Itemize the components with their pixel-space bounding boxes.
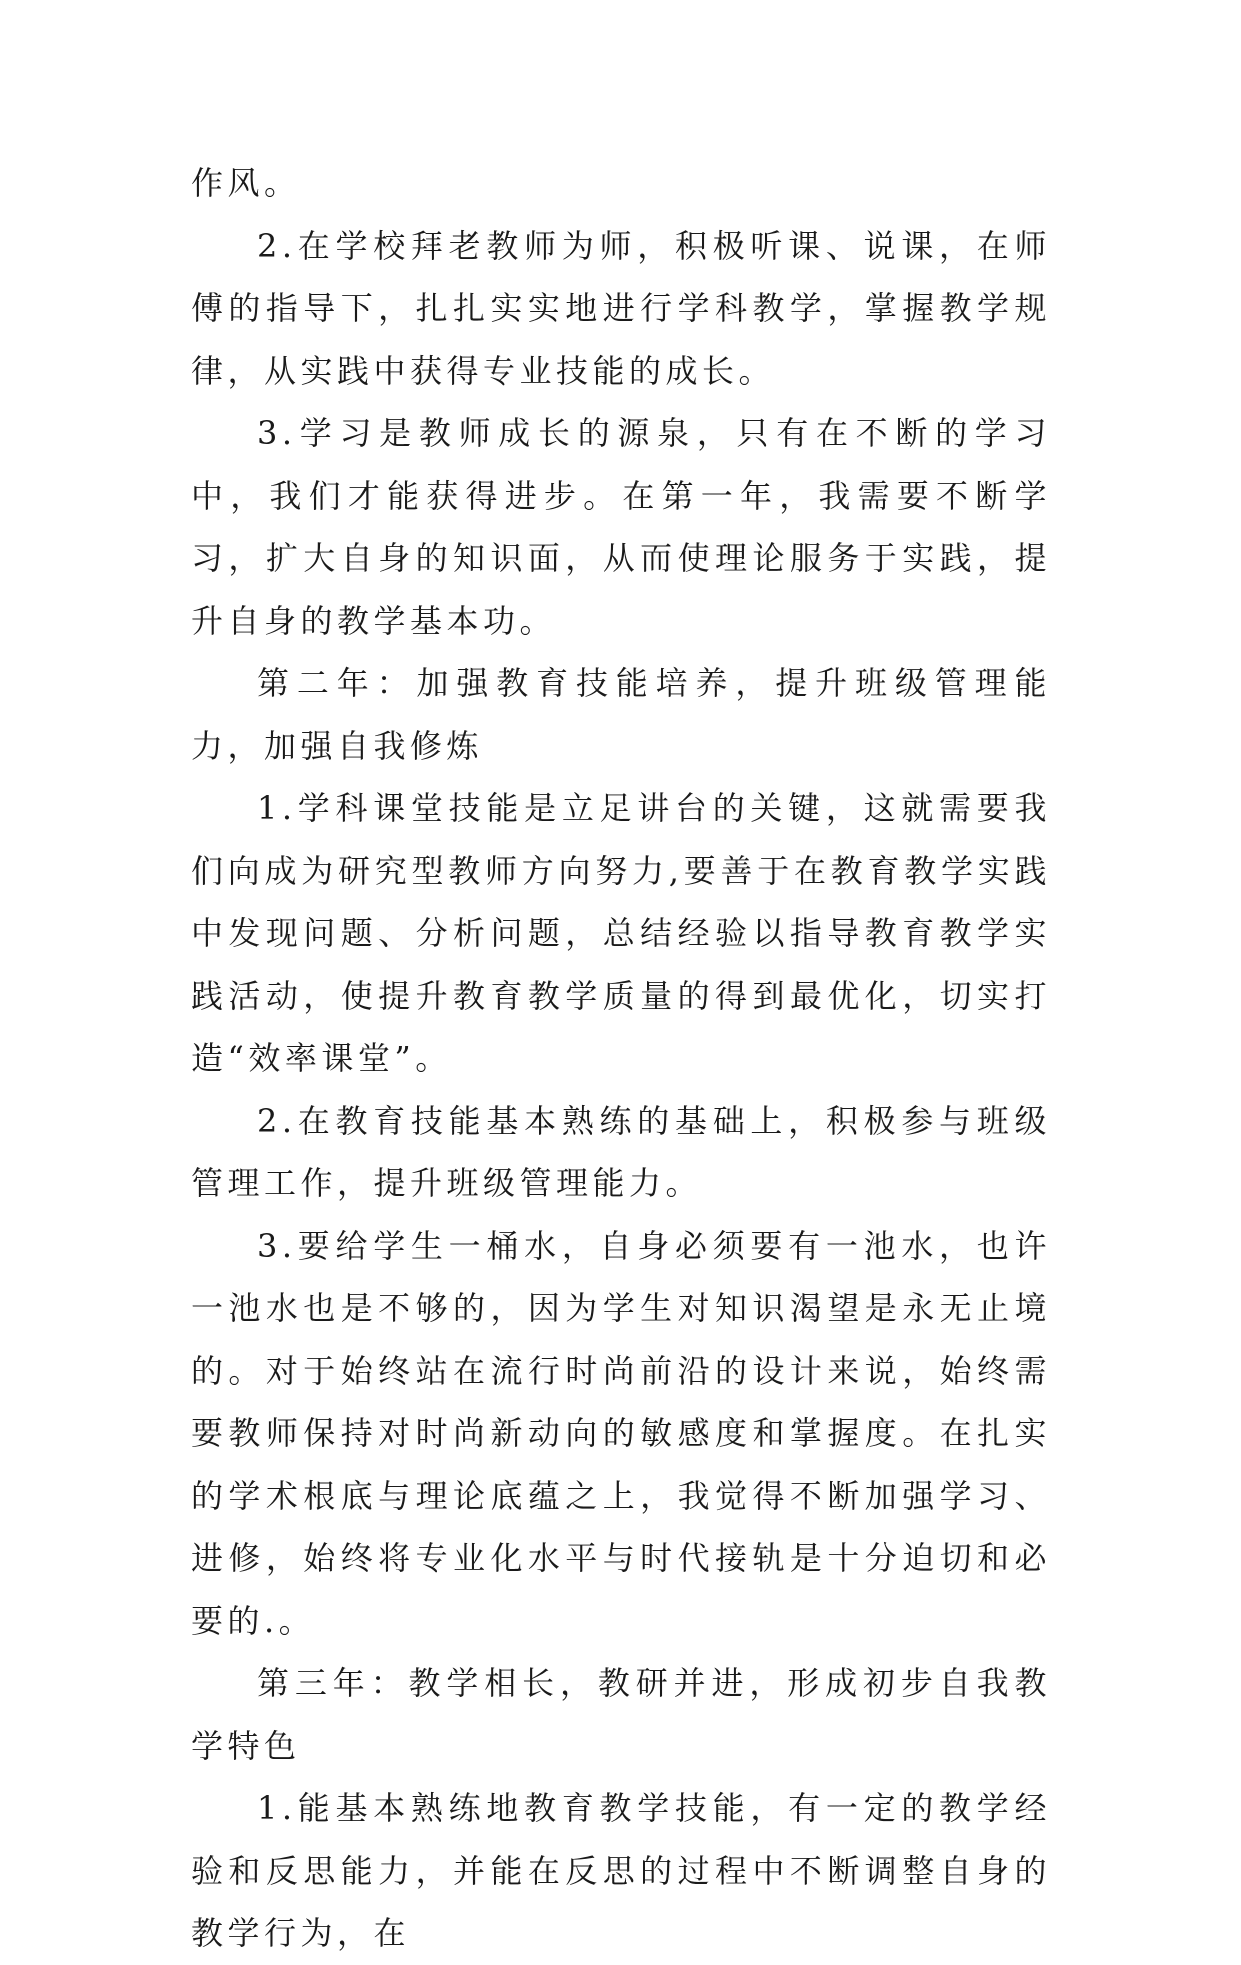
document-body — [191, 152, 1051, 1965]
paragraph-year3-item1: 1.能基本熟练地教育教学技能，有一定的教学经验和反思能力，并能在反思的过程中不断调整自身的教学行为，在 — [191, 1789, 1051, 1952]
paragraph-year2-item2: 2.在教育技能基本熟练的基础上，积极参与班级管理工作，提升班级管理能力。 — [191, 1101, 1051, 1202]
heading-year2: 第二年：加强教育技能培养，提升班级管理能力，加强自我修炼 — [191, 664, 1051, 765]
paragraph-year1-item2: 2.在学校拜老教师为师，积极听课、说课，在师傅的指导下，扎扎实实地进行学科教学，掌握教学规律，从实践中获得专业技能的成长。 — [191, 226, 1051, 390]
paragraph-year2-item3: 3.要给学生一桶水，自身必须要有一池水，也许一池水也是不够的，因为学生对知识渴望是永无止境的。对于始终站在流行时尚前沿的设计来说，始终需要教师保持对时尚新动向的敏感度和掌握度。在扎实的学术根底与理论底蕴之上，我觉得不断加强学习、进修，始终将专业化水平与时代接轨是十分迫切和必要的.。 — [191, 1226, 1051, 1640]
paragraph-year1-item3: 3.学习是教师成长的源泉，只有在不断的学习中，我们才能获得进步。在第一年，我需要不断学习，扩大自身的知识面，从而使理论服务于实践，提升自身的教学基本功。 — [191, 414, 1051, 640]
paragraph-continuation: 作风。 — [191, 164, 301, 202]
heading-year3: 第三年：教学相长，教研并进，形成初步自我教学特色 — [191, 1664, 1051, 1765]
paragraph-year2-item1: 1.学科课堂技能是立足讲台的关键，这就需要我们向成为研究型教师方向努力,要善于在教育教学实践中发现问题、分析问题，总结经验以指导教育教学实践活动，使提升教育教学质量的得到最优化，切实打造“效率课堂”。 — [191, 789, 1051, 1077]
